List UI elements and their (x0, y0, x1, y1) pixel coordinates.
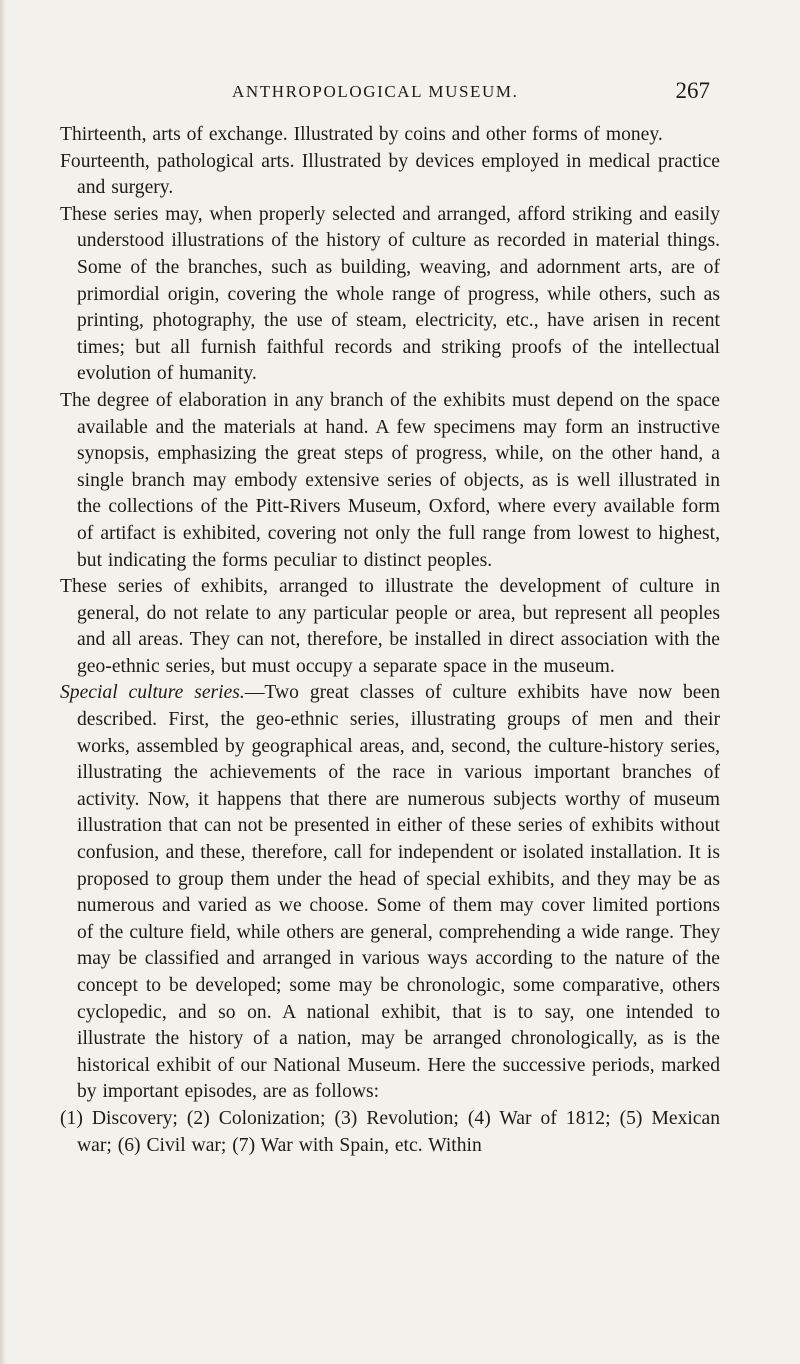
paragraph-elaboration: The degree of elaboration in any branch of the exhibits must depend on the space available and the materials at hand. A few specimens may form an instructive synopsis, emphasizing the great steps of progress, while, on the other hand, a single branch may embody extensive series of objects, as is well illustrated in the collections of the Pitt-Rivers Museum, Oxford, where every available form of artifact is exhibited, covering not only the full range from lowest to highest, but indicating the forms peculiar to distinct peoples. (60, 389, 720, 571)
paragraph-series-evolution: These series may, when properly selected and arranged, afford striking and easily understood illustrations of the history of culture as recorded in material things. Some of the branches, such as building, weaving, and adornment arts, are of primordial origin, covering the whole range of progress, while others, such as printing, photography, the use of steam, electricity, etc., have arisen in recent times; but all furnish faithful records and striking proofs of the intellectual evolution of humanity. (60, 203, 720, 385)
page-edge (0, 0, 6, 1364)
body-text (60, 122, 720, 1159)
paragraph-fourteenth: Fourteenth, pathological arts. Illustrated by devices employed in medical practice and surgery. (60, 150, 720, 199)
page-number: 267 (675, 78, 710, 103)
paragraph-special-culture-series: Special culture series.—Two great classes of culture exhibits have now been described. First, the geo-ethnic series, illustrating groups of men and their works, assembled by geographical areas, and, second, the culture-history series, illustrating the achievements of the race in various important branches of activity. Now, it happens that there are numerous subjects worthy of museum illustration that can not be presented in either of these series of exhibits without confusion, and these, therefore, call for independent or isolated installation. It is proposed to group them under the head of special exhibits, and they may be as numerous and varied as we choose. Some of them may cover limited portions of the culture field, while others are general, comprehending a wide range. They may be classified and arranged in various ways according to the nature of the concept to be developed; some may be chronologic, some comparative, others cyclopedic, and so on. A national exhibit, that is to say, one intended to illustrate the history of a nation, may be arranged chronologically, as is the historical exhibit of our National Museum. Here the successive periods, marked by important episodes, are as follows: (60, 682, 720, 1103)
paragraph-periods-list: (1) Discovery; (2) Colonization; (3) Revolution; (4) War of 1812; (5) Mexican war; (6) Civil war; (7) War with Spain, etc. Within (60, 1107, 720, 1156)
paragraph-separate-space: These series of exhibits, arranged to illustrate the development of culture in general, do not relate to any particular people or area, but represent all peoples and all areas. They can not, therefore, be installed in direct association with the geo-ethnic series, but must occupy a separate space in the museum. (60, 576, 720, 677)
page-header (232, 80, 710, 106)
paragraph-thirteenth: Thirteenth, arts of exchange. Illustrated by coins and other forms of money. (60, 124, 663, 145)
running-head: ANTHROPOLOGICAL MUSEUM. (232, 82, 519, 101)
runin-heading: Special culture series. (60, 682, 245, 704)
